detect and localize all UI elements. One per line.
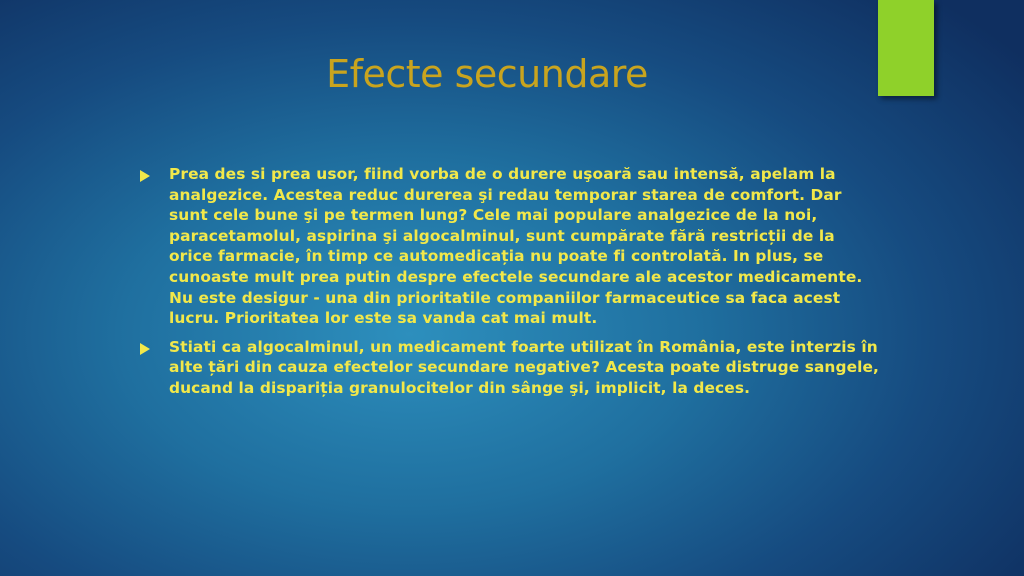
bullet-text: Prea des si prea usor, fiind vorba de o durere uşoară sau intensă, apelam la analgezice. Acestea reduc durerea şi redau temporar starea de comfort. Dar sunt cele bune şi pe termen lung? Cele mai populare analgezice de la noi, paracetamolul, aspirina şi algocalminul, sunt cumpărate fără restricții de la orice farmacie, în timp ce automedicația nu poate fi controlată. In plus, se cunoaste mult prea putin despre efectele secundare ale acestor medicamente. Nu este desigur - una din prioritatile companiilor farmaceutice sa faca acest lucru. Prioritatea lor este sa vanda cat mai mult. xyxy=(169,165,863,328)
triangle-bullet-icon xyxy=(140,343,150,355)
slide-title: Efecte secundare xyxy=(326,52,648,96)
triangle-bullet-icon xyxy=(140,170,150,182)
bullet-item xyxy=(140,337,880,399)
bullet-text: Stiati ca algocalminul, un medicament foarte utilizat în România, este interzis în alte țări din cauza efectelor secundare negative? Acesta poate distruge sangele, ducand la dispariția granulocitelor din sânge şi, implicit, la deces. xyxy=(169,337,880,397)
bullet-list xyxy=(140,164,880,407)
bullet-item xyxy=(140,164,880,329)
